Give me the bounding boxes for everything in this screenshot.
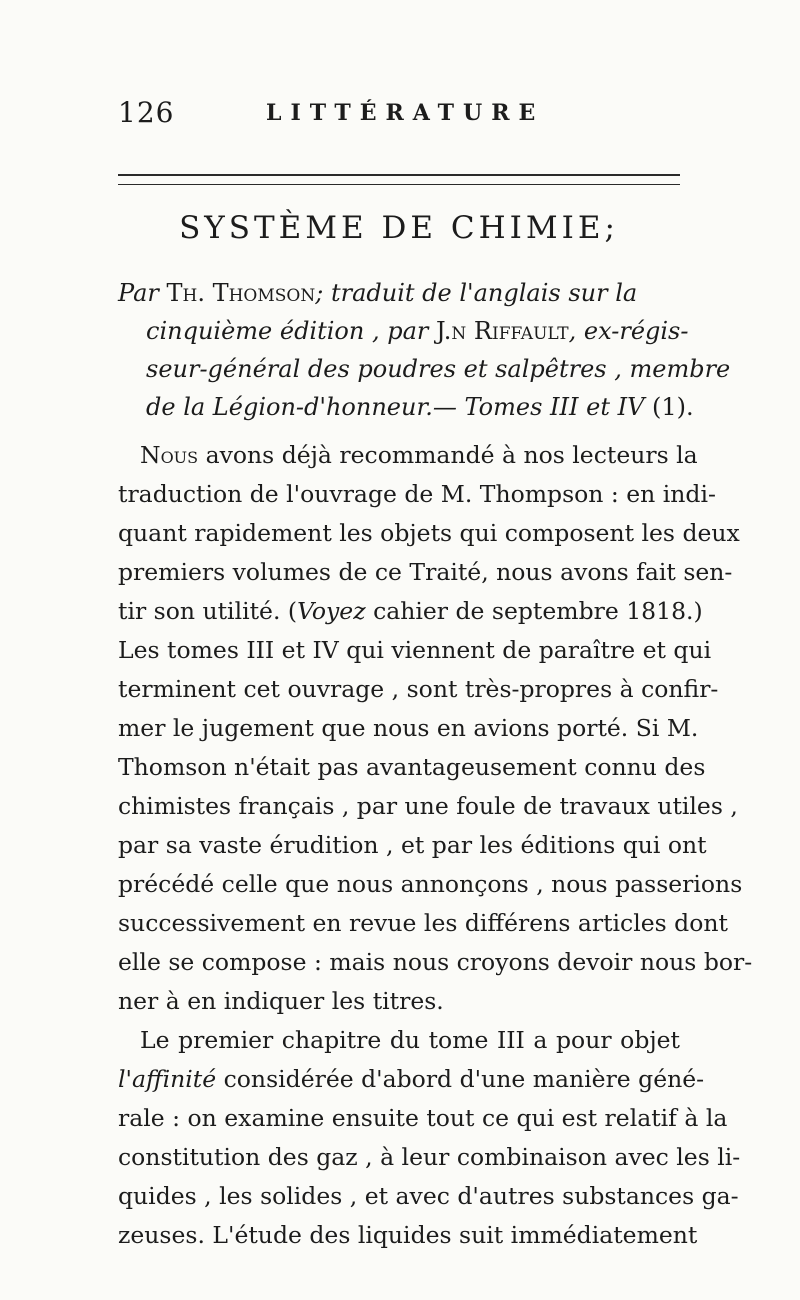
article-byline bbox=[118, 274, 731, 426]
running-head: LITTÉRATURE bbox=[266, 100, 545, 126]
paragraph-2-line: zeuses. L'étude des liquides suit immédiatement bbox=[118, 1221, 698, 1249]
translator-name: J.n Riffault bbox=[436, 317, 569, 345]
byline-line-2: cinquième édition , par J.n Riffault, ex-régis- bbox=[146, 317, 689, 345]
paragraph-1-line: premiers volumes de ce Traité, nous avons fait sen- bbox=[118, 558, 733, 586]
paragraph-2-line: Le premier chapitre du tome III a pour objet bbox=[140, 1026, 680, 1054]
author-name: Th. Thomson bbox=[166, 279, 316, 307]
article-title: SYSTÈME DE CHIMIE; bbox=[179, 210, 619, 246]
paragraph-2-line: rale : on examine ensuite tout ce qui est relatif à la bbox=[118, 1104, 728, 1132]
byline-line-3: seur-général des poudres et salpêtres , membre bbox=[146, 355, 731, 383]
paragraph-1-line: précédé celle que nous annonçons , nous passerions bbox=[118, 870, 743, 898]
paragraph-1-line: traduction de l'ouvrage de M. Thompson : en indi- bbox=[118, 480, 716, 508]
paragraph-1-line: ner à en indiquer les titres. bbox=[118, 987, 444, 1015]
paragraph-1-line: tir son utilité. (Voyez cahier de septembre 1818.) bbox=[118, 597, 703, 625]
header-rule-thick bbox=[118, 174, 680, 176]
paragraph-1-line: Thomson n'était pas avantageusement connu des bbox=[118, 753, 706, 781]
paragraph-1-line: successivement en revue les différens articles dont bbox=[118, 909, 728, 937]
page-header bbox=[118, 96, 678, 136]
paragraph-1-line: mer le jugement que nous en avions porté. Si M. bbox=[118, 714, 699, 742]
page-number: 126 bbox=[118, 96, 175, 129]
paragraph-1-line: quant rapidement les objets qui composent les deux bbox=[118, 519, 740, 547]
header-rule-thin bbox=[118, 184, 680, 185]
paragraph-1-line: par sa vaste érudition , et par les éditions qui ont bbox=[118, 831, 707, 859]
paragraph-1-line: elle se compose : mais nous croyons devoir nous bor- bbox=[118, 948, 753, 976]
paragraph-2-line: constitution des gaz , à leur combinaison avec les li- bbox=[118, 1143, 741, 1171]
byline-line-4: de la Légion-d'honneur.— Tomes III et IV (1). bbox=[146, 393, 694, 421]
paragraph-1-line: chimistes français , par une foule de travaux utiles , bbox=[118, 792, 738, 820]
paragraph-1-line: terminent cet ouvrage , sont très-propres à confir- bbox=[118, 675, 719, 703]
paragraph-1-line: Nous avons déjà recommandé à nos lecteurs la bbox=[140, 441, 698, 469]
byline-line-1: Par Th. Thomson; traduit de l'anglais sur la bbox=[118, 279, 638, 307]
paragraph-2-line: quides , les solides , et avec d'autres substances ga- bbox=[118, 1182, 739, 1210]
paragraph-2-line: l'affinité considérée d'abord d'une manière géné- bbox=[118, 1065, 705, 1093]
footnote-ref: (1). bbox=[644, 393, 694, 421]
paragraph-1-line: Les tomes III et IV qui viennent de paraître et qui bbox=[118, 636, 712, 664]
article-body bbox=[118, 436, 753, 1255]
